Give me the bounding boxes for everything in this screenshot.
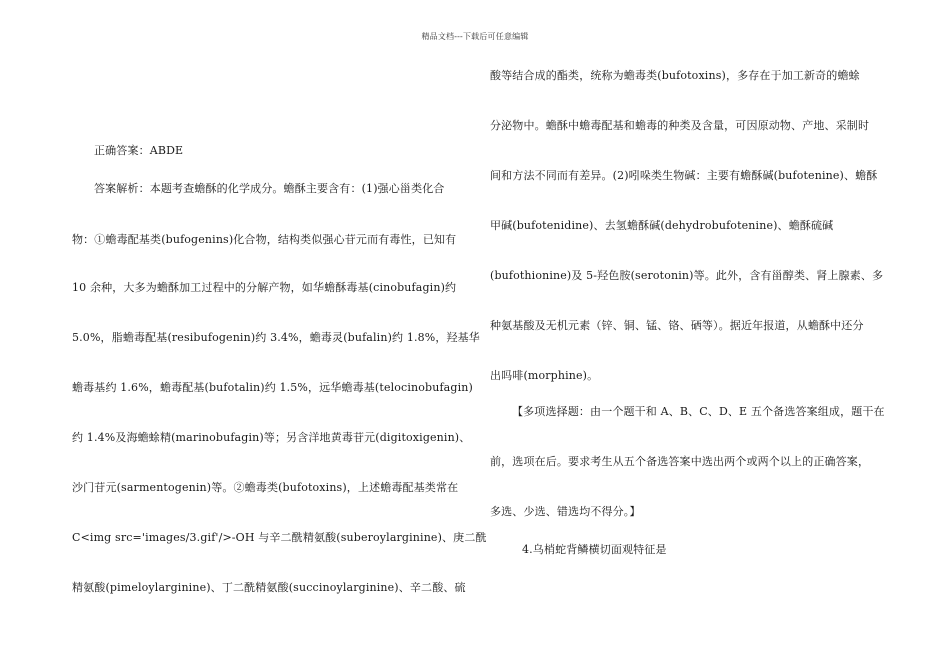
correct-answer: 正确答案：ABDE <box>94 144 184 157</box>
text-line: 约 1.4%及海蟾蜍精(marinobufagin)等；另含洋地黄毒苷元(digitoxigenin)、 <box>72 431 471 444</box>
text-line: 间和方法不同而有差异。(2)吲哚类生物碱：主要有蟾酥碱(bufotenine)、蟾酥 <box>490 169 878 182</box>
multiple-choice-note: 【多项选择题：由一个题干和 A、B、C、D、E 五个备选答案组成，题干在 <box>512 405 885 418</box>
question-4: 4.乌梢蛇背鳞横切面观特征是 <box>522 543 667 556</box>
text-line: C<img src='images/3.gif'/>-OH 与辛二酰精氨酸(suberoylarginine)、庚二酰 <box>72 531 487 544</box>
text-line: 酸等结合成的酯类，统称为蟾毒类(bufotoxins)，多存在于加工新奇的蟾蜍 <box>490 69 860 82</box>
text-line: (bufothionine)及 5-羟色胺(serotonin)等。此外，含有甾醇类、肾上腺素、多 <box>490 269 884 282</box>
text-line: 答案解析：本题考查蟾酥的化学成分。蟾酥主要含有：(1)强心甾类化合 <box>94 182 445 195</box>
text-line: 蟾毒基约 1.6%，蟾毒配基(bufotalin)约 1.5%，远华蟾毒基(telocinobufagin) <box>72 381 473 394</box>
text-line: 沙门苷元(sarmentogenin)等。②蟾毒类(bufotoxins)，上述蟾毒配基类常在 <box>72 481 459 494</box>
text-line: 物：①蟾毒配基类(bufogenins)化合物，结构类似强心苷元而有毒性，已知有 <box>72 233 457 246</box>
text-line: 5.0%，脂蟾毒配基(resibufogenin)约 3.4%，蟾毒灵(bufalin)约 1.8%，羟基华 <box>72 331 480 344</box>
text-line: 出吗啡(morphine)。 <box>490 369 599 382</box>
text-line: 分泌物中。蟾酥中蟾毒配基和蟾毒的种类及含量，可因原动物、产地、采制时 <box>490 119 870 132</box>
text-line: 10 余种，大多为蟾酥加工过程中的分解产物，如华蟾酥毒基(cinobufagin)约 <box>72 281 457 294</box>
text-line: 多选、少选、错选均不得分。】 <box>490 505 641 518</box>
page-header: 精品文档---下载后可任意编辑 <box>421 32 529 41</box>
text-line: 甲碱(bufotenidine)、去氢蟾酥碱(dehydrobufotenine)、蟾酥硫碱 <box>490 219 834 232</box>
text-line: 精氨酸(pimeloylarginine)、丁二酰精氨酸(succinoylarginine)、辛二酸、硫 <box>72 581 466 594</box>
text-line: 前，选项在后。要求考生从五个备选答案中选出两个或两个以上的正确答案， <box>490 455 870 468</box>
text-line: 种氨基酸及无机元素（锌、铜、锰、铬、硒等）。据近年报道，从蟾酥中还分 <box>490 319 864 332</box>
